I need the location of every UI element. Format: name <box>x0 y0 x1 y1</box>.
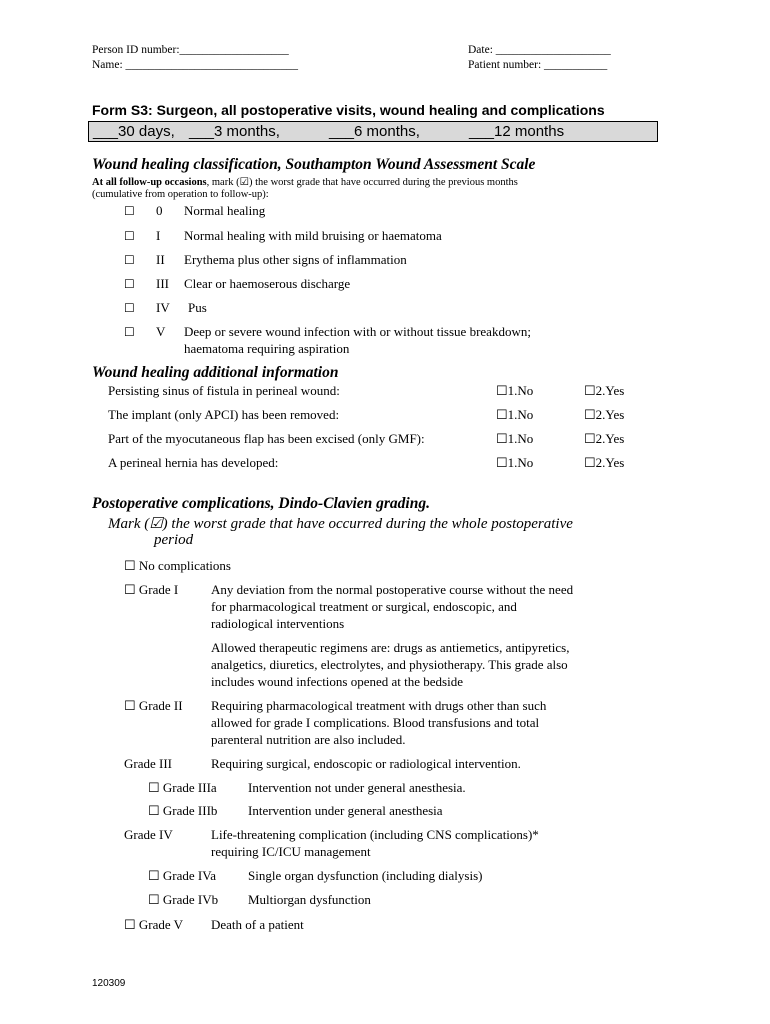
option-yes[interactable]: ☐2.Yes <box>584 407 625 422</box>
grade-i-text: for pharmacological treatment or surgical, endoscopic, and <box>211 599 517 614</box>
grade-i-option[interactable]: ☐ Grade I <box>124 582 179 597</box>
wound-classification-heading: Wound healing classification, Southampton Wound Assessment Scale <box>92 156 536 173</box>
complications-instruction: Mark (☑) the worst grade that have occurred during the whole postoperative <box>108 516 573 532</box>
wound-additional-heading: Wound healing additional information <box>92 364 339 381</box>
question-flap: Part of the myocutaneous flap has been excised (only GMF): <box>108 431 425 446</box>
grade-iii-text: Requiring surgical, endoscopic or radiological intervention. <box>211 756 521 771</box>
option-yes[interactable]: ☐2.Yes <box>584 383 625 398</box>
option-yes[interactable]: ☐2.Yes <box>584 431 625 446</box>
grade-label: 0 <box>156 203 163 218</box>
complications-heading: Postoperative complications, Dindo-Clavien grading. <box>92 495 430 512</box>
grade-ivb-text: Multiorgan dysfunction <box>248 892 371 907</box>
grade-label: II <box>156 252 165 267</box>
wound-classification-instruction <box>92 176 518 188</box>
option-no[interactable]: ☐1.No <box>496 455 534 470</box>
checkbox-grade-ii[interactable]: ☐ <box>124 253 135 267</box>
wound-classification-instruction-line2: (cumulative from operation to follow-up): <box>92 189 269 200</box>
checkbox-grade-0[interactable]: ☐ <box>124 204 135 218</box>
timepoint-3-months[interactable]: ___3 months, <box>189 123 280 140</box>
timepoint-12-months[interactable]: ___12 months <box>469 123 565 140</box>
timepoint-6-months[interactable]: ___6 months, <box>329 123 420 140</box>
complications-instruction-line2: period <box>154 532 194 548</box>
question-implant: The implant (only APCI) has been removed: <box>108 407 340 422</box>
grade-label: IV <box>156 300 170 315</box>
grade-iva-text: Single organ dysfunction (including dialysis) <box>248 868 483 883</box>
checkbox-grade-iii[interactable]: ☐ <box>124 277 135 291</box>
grade-ii-text: parenteral nutrition are also included. <box>211 732 406 747</box>
no-complications-option[interactable]: ☐ No complications <box>124 558 231 573</box>
grade-text: Erythema plus other signs of inflammation <box>184 252 407 267</box>
checkbox-grade-iv[interactable]: ☐ <box>124 301 135 315</box>
instruction-rest: , mark (☑) the worst grade that have occurred during the previous months <box>206 177 518 188</box>
grade-iiia-option[interactable]: ☐ Grade IIIa <box>148 780 217 795</box>
grade-iva-option[interactable]: ☐ Grade IVa <box>148 868 216 883</box>
footer-code: 120309 <box>92 978 126 989</box>
checkbox-grade-i[interactable]: ☐ <box>124 229 135 243</box>
grade-v-option[interactable]: ☐ Grade V <box>124 917 184 932</box>
grade-i-text: Any deviation from the normal postoperative course without the need <box>211 582 574 597</box>
grade-iiib-text: Intervention under general anesthesia <box>248 803 443 818</box>
grade-iiia-text: Intervention not under general anesthesia. <box>248 780 466 795</box>
form-title: Form S3: Surgeon, all postoperative visits, wound healing and complications <box>92 102 605 118</box>
grade-text: Clear or haemoserous discharge <box>184 276 351 291</box>
grade-i-allowed-text: includes wound infections opened at the bedside <box>211 674 463 689</box>
grade-iiib-option[interactable]: ☐ Grade IIIb <box>148 803 218 818</box>
name-field[interactable]: Name: ______________________________ <box>92 59 299 71</box>
timepoint-30-days[interactable]: ___30 days, <box>93 123 175 140</box>
grade-label: III <box>156 276 169 291</box>
grade-iv-text: requiring IC/ICU management <box>211 844 371 859</box>
person-id-field[interactable]: Person ID number:___________________ <box>92 44 289 56</box>
grade-text: Deep or severe wound infection with or without tissue breakdown; <box>184 324 531 339</box>
checkbox-grade-v[interactable]: ☐ <box>124 325 135 339</box>
grade-text: Normal healing <box>184 203 266 218</box>
grade-iii-label: Grade III <box>124 756 172 771</box>
grade-iv-label: Grade IV <box>124 827 173 842</box>
grade-label: I <box>156 228 161 243</box>
option-no[interactable]: ☐1.No <box>496 407 534 422</box>
grade-ii-option[interactable]: ☐ Grade II <box>124 698 183 713</box>
grade-ivb-option[interactable]: ☐ Grade IVb <box>148 892 219 907</box>
grade-i-allowed-text: analgetics, diuretics, electrolytes, and physiotherapy. This grade also <box>211 657 568 672</box>
grade-i-text: radiological interventions <box>211 616 345 631</box>
grade-v-text: Death of a patient <box>211 917 304 932</box>
grade-text: Normal healing with mild bruising or haematoma <box>184 228 442 243</box>
grade-ii-text: Requiring pharmacological treatment with drugs other than such <box>211 698 547 713</box>
date-field[interactable]: Date: ____________________ <box>468 44 611 56</box>
question-sinus: Persisting sinus of fistula in perineal wound: <box>108 383 340 398</box>
instruction-bold: At all follow-up occasions <box>92 177 207 188</box>
question-hernia: A perineal hernia has developed: <box>108 455 279 470</box>
option-no[interactable]: ☐1.No <box>496 431 534 446</box>
grade-text-line2: haematoma requiring aspiration <box>184 341 350 356</box>
grade-i-allowed-text: Allowed therapeutic regimens are: drugs as antiemetics, antipyretics, <box>211 640 570 655</box>
option-yes[interactable]: ☐2.Yes <box>584 455 625 470</box>
patient-number-field[interactable]: Patient number: ___________ <box>468 59 608 71</box>
grade-ii-text: allowed for grade I complications. Blood transfusions and total <box>211 715 540 730</box>
grade-iv-text: Life-threatening complication (including CNS complications)* <box>211 827 539 842</box>
timepoint-box <box>88 121 658 142</box>
grade-label: V <box>156 324 166 339</box>
grade-text: Pus <box>188 300 207 315</box>
option-no[interactable]: ☐1.No <box>496 383 534 398</box>
